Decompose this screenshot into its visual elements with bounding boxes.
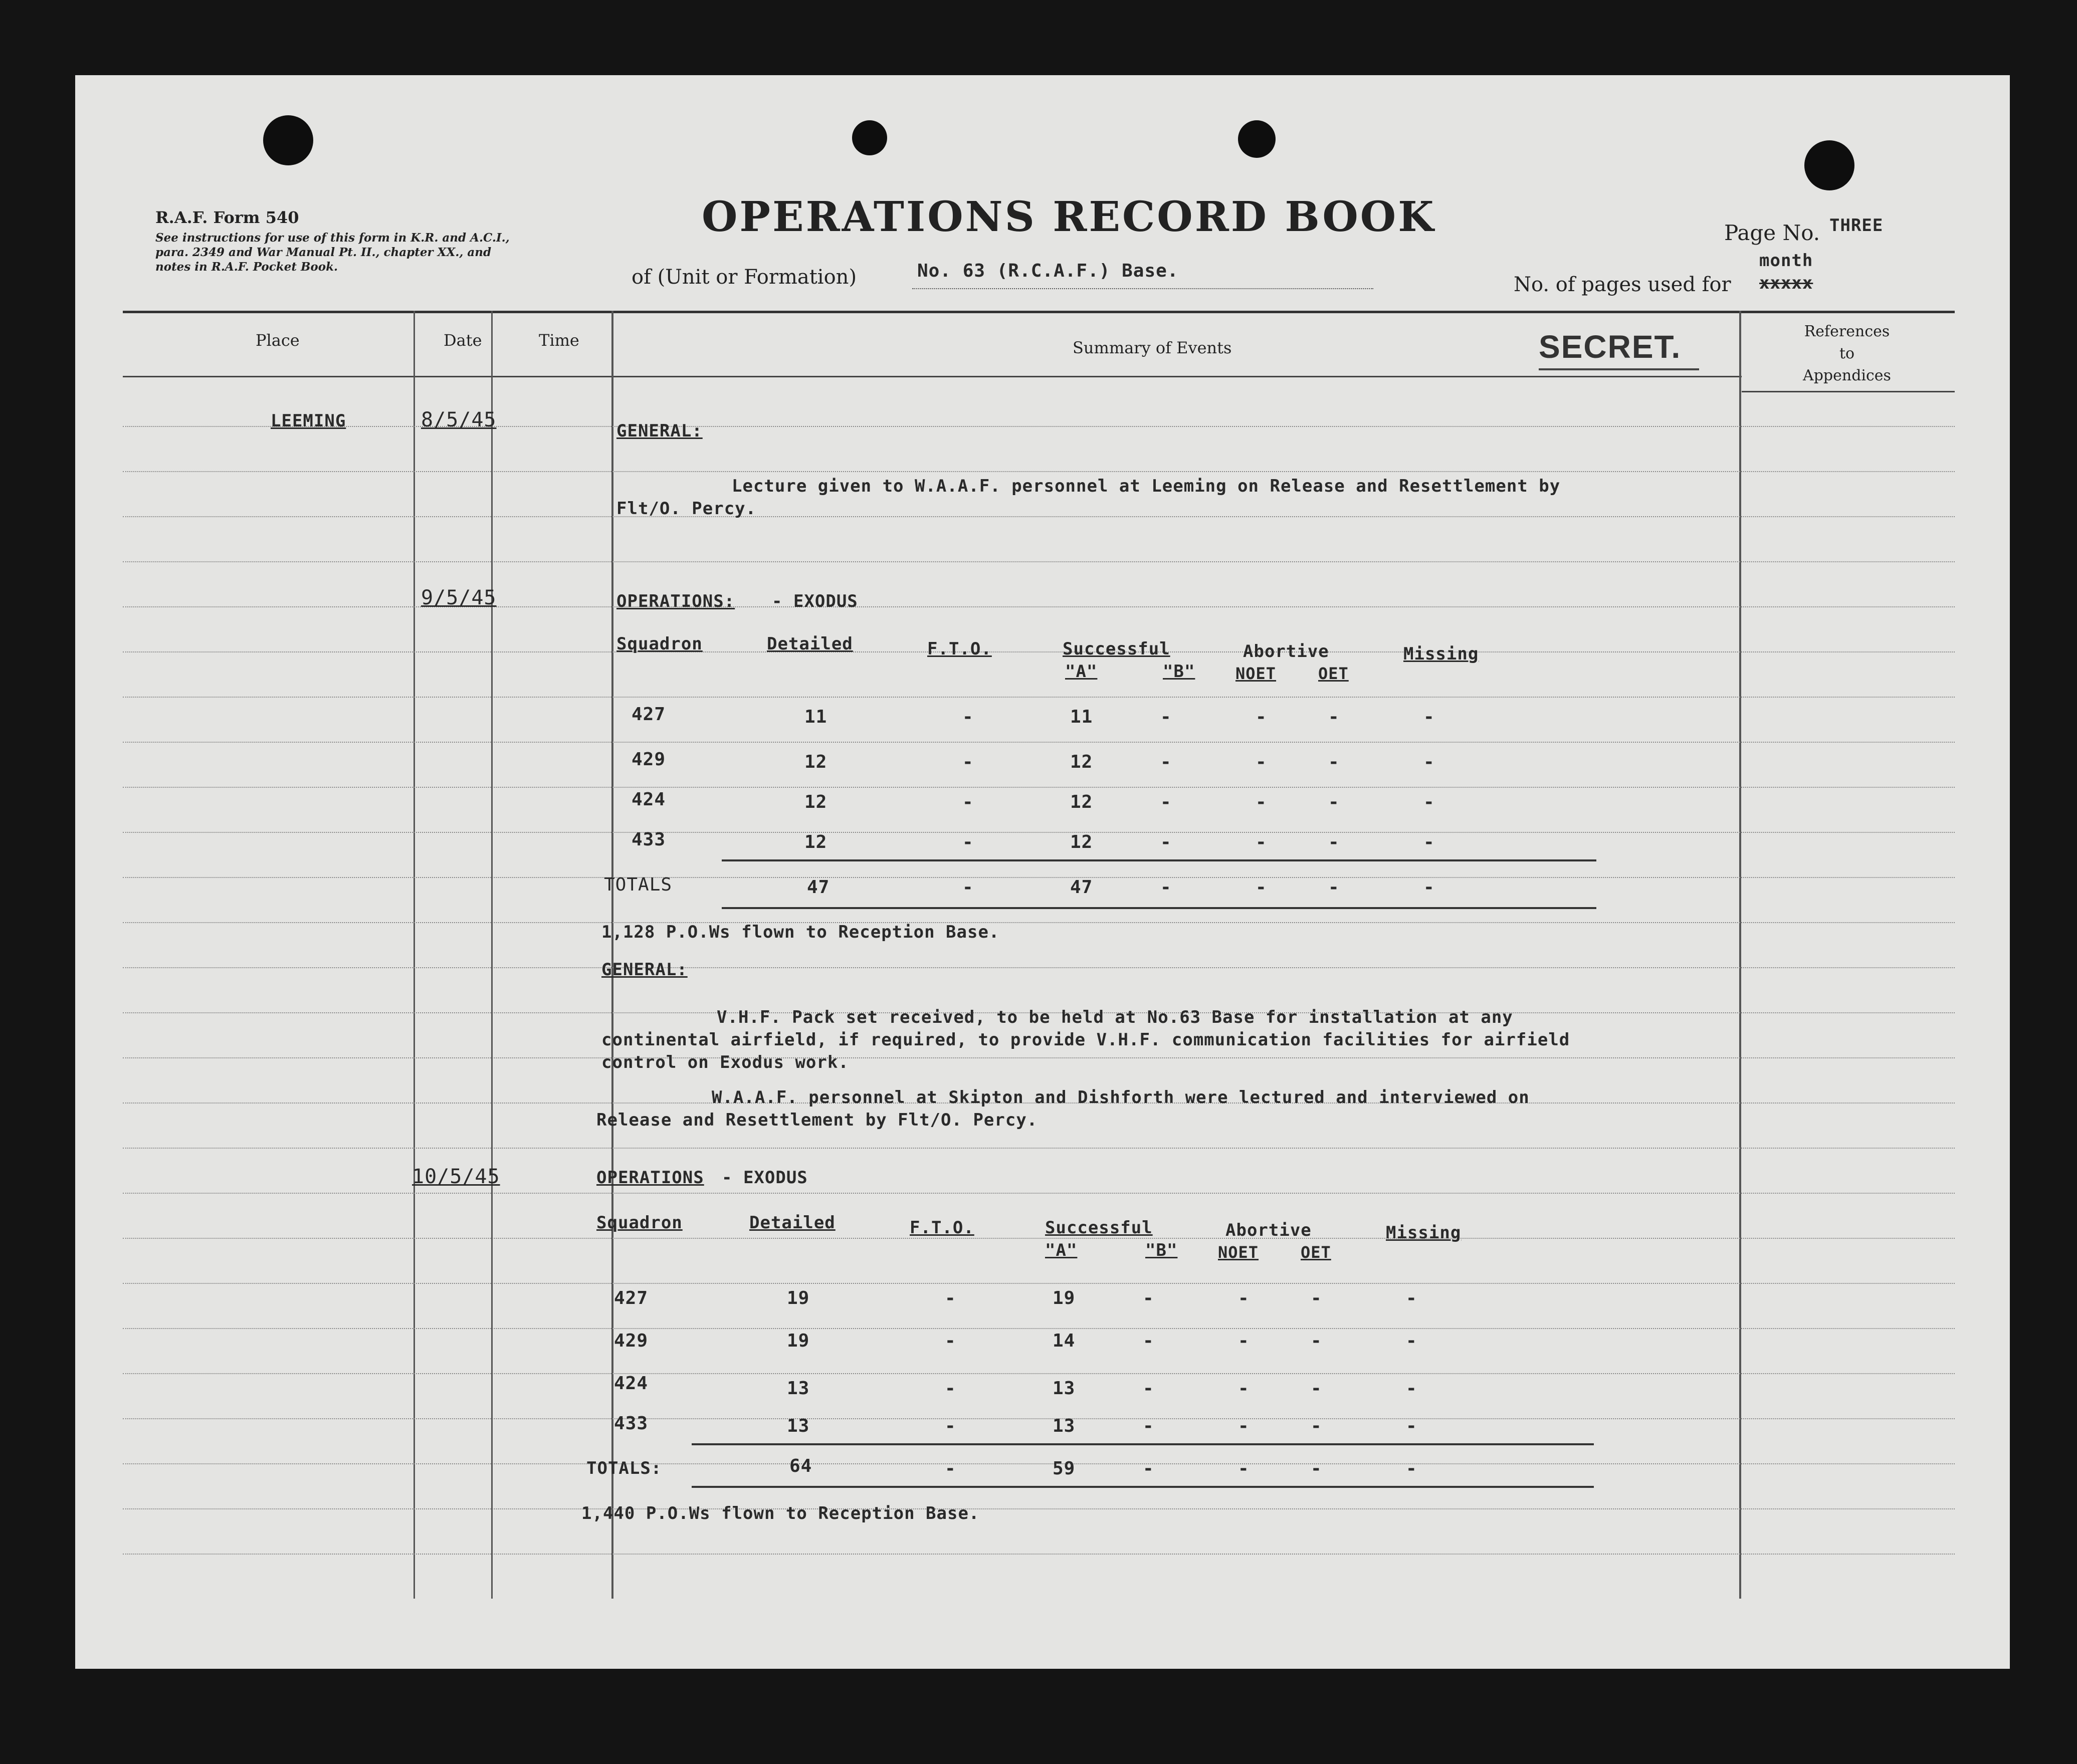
entry2-para2-line1: W.A.A.F. personnel at Skipton and Dishforth were lectured and interviewed on <box>712 1087 1530 1108</box>
entry3-totals-a: 59 <box>1053 1458 1076 1479</box>
table-top-rule <box>123 311 1955 313</box>
entry3-row3-squadron: 424 <box>614 1373 649 1394</box>
entry1-text-line2: Flt/O. Percy. <box>616 499 757 519</box>
entry3-date: 10/5/45 <box>412 1165 500 1188</box>
entry3-totals-detailed: 64 <box>789 1456 812 1476</box>
entry2-row1-detailed: 11 <box>804 707 827 727</box>
entry2-col-missing: Missing <box>1403 644 1479 664</box>
entry3-col-fto: F.T.O. <box>910 1218 974 1238</box>
punch-hole-right <box>1804 140 1854 190</box>
entry3-row1-fto: - <box>945 1288 956 1308</box>
entry3-totals-bottom-rule <box>692 1486 1594 1488</box>
entry3-row4-fto: - <box>945 1416 956 1436</box>
header-rule-summary <box>614 376 1742 377</box>
entry2-para2-line2: Release and Resettlement by Flt/O. Percy. <box>596 1110 1038 1130</box>
entry3-row2-detailed: 19 <box>787 1331 810 1351</box>
entry2-row1-b: - <box>1160 707 1172 727</box>
entry2-totals-noet: - <box>1256 877 1267 898</box>
entry2-row2-a: 12 <box>1070 752 1093 772</box>
entry2-row2-b: - <box>1160 752 1172 772</box>
entry3-row4-noet: - <box>1238 1416 1250 1436</box>
entry2-row1-missing: - <box>1423 707 1435 727</box>
entry2-row2-fto: - <box>962 752 974 772</box>
entry3-row1-detailed: 19 <box>787 1288 810 1308</box>
entry3-row1-a: 19 <box>1053 1288 1076 1308</box>
entry2-row4-detailed: 12 <box>804 832 827 852</box>
entry2-date: 9/5/45 <box>421 586 497 609</box>
entry2-totals-b: - <box>1160 877 1172 898</box>
entry2-totals-missing: - <box>1423 877 1435 898</box>
entry3-col-a: "A" <box>1045 1240 1078 1260</box>
entry3-col-abortive: Abortive <box>1225 1220 1312 1240</box>
entry2-col-oet: OET <box>1318 664 1349 683</box>
entry3-col-missing: Missing <box>1386 1223 1462 1243</box>
entry2-totals-label: TOTALS <box>604 874 673 895</box>
page-title: OPERATIONS RECORD BOOK <box>702 193 1436 241</box>
entry3-col-b: "B" <box>1145 1240 1178 1260</box>
col-divider-summary <box>1739 311 1741 1599</box>
entry3-totals-fto: - <box>945 1458 956 1479</box>
entry3-totals-b: - <box>1143 1458 1154 1479</box>
entry2-row3-detailed: 12 <box>804 792 827 812</box>
pages-used-label: No. of pages used for <box>1514 273 1731 296</box>
entry3-row4-b: - <box>1143 1416 1154 1436</box>
entry3-row2-oet: - <box>1311 1331 1322 1351</box>
punch-hole-left <box>263 115 313 165</box>
header-rule-left <box>123 376 662 377</box>
entry2-general-heading: GENERAL: <box>601 960 688 980</box>
form-instructions: See instructions for use of this form in K.R. and A.C.I., para. 2349 and War Manual Pt. II., chapter XX., and notes in R.A.F. Pocket Book. <box>155 231 510 274</box>
entry2-row2-noet: - <box>1256 752 1267 772</box>
punch-hole-right-center <box>1238 120 1276 158</box>
entry3-row1-missing: - <box>1406 1288 1417 1308</box>
entry2-row4-squadron: 433 <box>632 829 666 850</box>
entry3-heading-suffix: - EXODUS <box>722 1168 808 1188</box>
entry2-col-noet: NOET <box>1235 664 1277 683</box>
entry3-row1-squadron: 427 <box>614 1288 649 1308</box>
entry3-heading: OPERATIONS <box>596 1168 704 1188</box>
entry2-totals-detailed: 47 <box>807 877 830 898</box>
entry3-row1-noet: - <box>1238 1288 1250 1308</box>
entry3-row3-noet: - <box>1238 1378 1250 1399</box>
entry3-col-successful: Successful <box>1045 1218 1153 1238</box>
col-divider-time <box>611 311 613 1599</box>
entry2-row4-fto: - <box>962 832 974 852</box>
entry2-col-a: "A" <box>1065 662 1098 682</box>
entry2-totals-bottom-rule <box>722 907 1596 909</box>
entry2-row2-squadron: 429 <box>632 749 666 770</box>
entry2-row3-missing: - <box>1423 792 1435 812</box>
punch-hole-center <box>852 120 887 155</box>
page-no-value: THREE <box>1829 215 1884 236</box>
entry2-col-b: "B" <box>1163 662 1195 682</box>
col-divider-date <box>491 311 493 1599</box>
page-no-label: Page No. <box>1724 220 1820 245</box>
entry3-row2-noet: - <box>1238 1331 1250 1351</box>
entry3-row3-a: 13 <box>1053 1378 1076 1399</box>
entry3-row2-fto: - <box>945 1331 956 1351</box>
entry2-row2-oet: - <box>1328 752 1340 772</box>
entry2-totals-top-rule <box>722 859 1596 861</box>
entry2-totals-oet: - <box>1328 877 1340 898</box>
col-divider-place <box>413 311 415 1599</box>
entry2-totals-a: 47 <box>1070 877 1093 898</box>
entry2-para1-line2: continental airfield, if required, to provide V.H.F. communication facilities for airfield <box>601 1030 1570 1050</box>
entry2-row3-b: - <box>1160 792 1172 812</box>
entry3-col-oet: OET <box>1301 1243 1331 1262</box>
entry3-row3-b: - <box>1143 1378 1154 1399</box>
entry3-row4-oet: - <box>1311 1416 1322 1436</box>
entry3-row2-missing: - <box>1406 1331 1417 1351</box>
entry3-totals-oet: - <box>1311 1458 1322 1479</box>
entry2-row2-detailed: 12 <box>804 752 827 772</box>
entry1-heading: GENERAL: <box>616 421 703 441</box>
entry2-col-abortive: Abortive <box>1243 641 1329 662</box>
entry2-row1-noet: - <box>1256 707 1267 727</box>
record-sheet <box>75 75 2010 1669</box>
col-summary-heading: Summary of Events <box>1073 338 1232 357</box>
entry2-totals-fto: - <box>962 877 974 898</box>
entry2-row4-a: 12 <box>1070 832 1093 852</box>
header-rule-refs <box>1742 391 1955 392</box>
entry3-totals-label: TOTALS: <box>586 1458 662 1478</box>
secret-stamp: SECRET. <box>1539 329 1682 365</box>
entry3-col-noet: NOET <box>1218 1243 1259 1262</box>
entry2-row3-squadron: 424 <box>632 789 666 810</box>
col-time-heading: Time <box>539 331 579 350</box>
entry2-row4-noet: - <box>1256 832 1267 852</box>
entry2-row4-b: - <box>1160 832 1172 852</box>
col-references-heading: References to Appendices <box>1803 323 1891 384</box>
entry2-heading: OPERATIONS: <box>616 591 735 611</box>
entry2-row1-squadron: 427 <box>632 704 666 725</box>
entry3-row4-detailed: 13 <box>787 1416 810 1436</box>
col-date-heading: Date <box>444 331 482 350</box>
entry2-col-fto: F.T.O. <box>927 639 992 659</box>
entry3-row3-fto: - <box>945 1378 956 1399</box>
entry3-row3-detailed: 13 <box>787 1378 810 1399</box>
form-number: R.A.F. Form 540 <box>155 208 299 227</box>
entry2-row2-missing: - <box>1423 752 1435 772</box>
entry2-row3-a: 12 <box>1070 792 1093 812</box>
entry2-row3-noet: - <box>1256 792 1267 812</box>
entry3-row1-oet: - <box>1311 1288 1322 1308</box>
entry3-row2-b: - <box>1143 1331 1154 1351</box>
pages-used-value: xxxxx <box>1759 273 1813 293</box>
entry1-text-line1: Lecture given to W.A.A.F. personnel at Leeming on Release and Resettlement by <box>732 476 1561 496</box>
entry3-row4-squadron: 433 <box>614 1413 649 1434</box>
entry3-totals-missing: - <box>1406 1458 1417 1479</box>
entry3-pows: 1,440 P.O.Ws flown to Reception Base. <box>581 1503 980 1523</box>
col-place-heading: Place <box>256 331 300 350</box>
entry3-totals-noet: - <box>1238 1458 1250 1479</box>
entry2-col-squadron: Squadron <box>616 634 703 654</box>
entry2-row1-fto: - <box>962 707 974 727</box>
entry2-heading-suffix: - EXODUS <box>772 591 858 611</box>
entry3-col-squadron: Squadron <box>596 1213 683 1233</box>
entry2-para1-line1: V.H.F. Pack set received, to be held at No.63 Base for installation at any <box>717 1007 1513 1027</box>
entry3-row4-missing: - <box>1406 1416 1417 1436</box>
entry2-para1-line3: control on Exodus work. <box>601 1052 849 1072</box>
entry2-row4-oet: - <box>1328 832 1340 852</box>
entry3-col-detailed: Detailed <box>749 1213 836 1233</box>
unit-value: No. 63 (R.C.A.F.) Base. <box>917 261 1179 281</box>
unit-underline <box>912 288 1373 289</box>
entry2-col-detailed: Detailed <box>767 634 853 654</box>
entry3-row3-oet: - <box>1311 1378 1322 1399</box>
entry3-row2-a: 14 <box>1053 1331 1076 1351</box>
entry2-col-successful: Successful <box>1063 639 1170 659</box>
entry2-row1-a: 11 <box>1070 707 1093 727</box>
entry2-row3-fto: - <box>962 792 974 812</box>
entry3-row2-squadron: 429 <box>614 1331 649 1351</box>
entry3-row3-missing: - <box>1406 1378 1417 1399</box>
entry2-row1-oet: - <box>1328 707 1340 727</box>
entry3-row4-a: 13 <box>1053 1416 1076 1436</box>
entry2-row4-missing: - <box>1423 832 1435 852</box>
unit-label: of (Unit or Formation) <box>632 266 857 289</box>
entry2-row3-oet: - <box>1328 792 1340 812</box>
entry1-place: LEEMING <box>271 411 346 431</box>
secret-underline <box>1539 368 1699 370</box>
pages-month: month <box>1759 251 1813 271</box>
entry3-totals-top-rule <box>692 1443 1594 1445</box>
entry3-row1-b: - <box>1143 1288 1154 1308</box>
entry2-pows: 1,128 P.O.Ws flown to Reception Base. <box>601 922 1000 942</box>
entry1-date: 8/5/45 <box>421 408 497 431</box>
